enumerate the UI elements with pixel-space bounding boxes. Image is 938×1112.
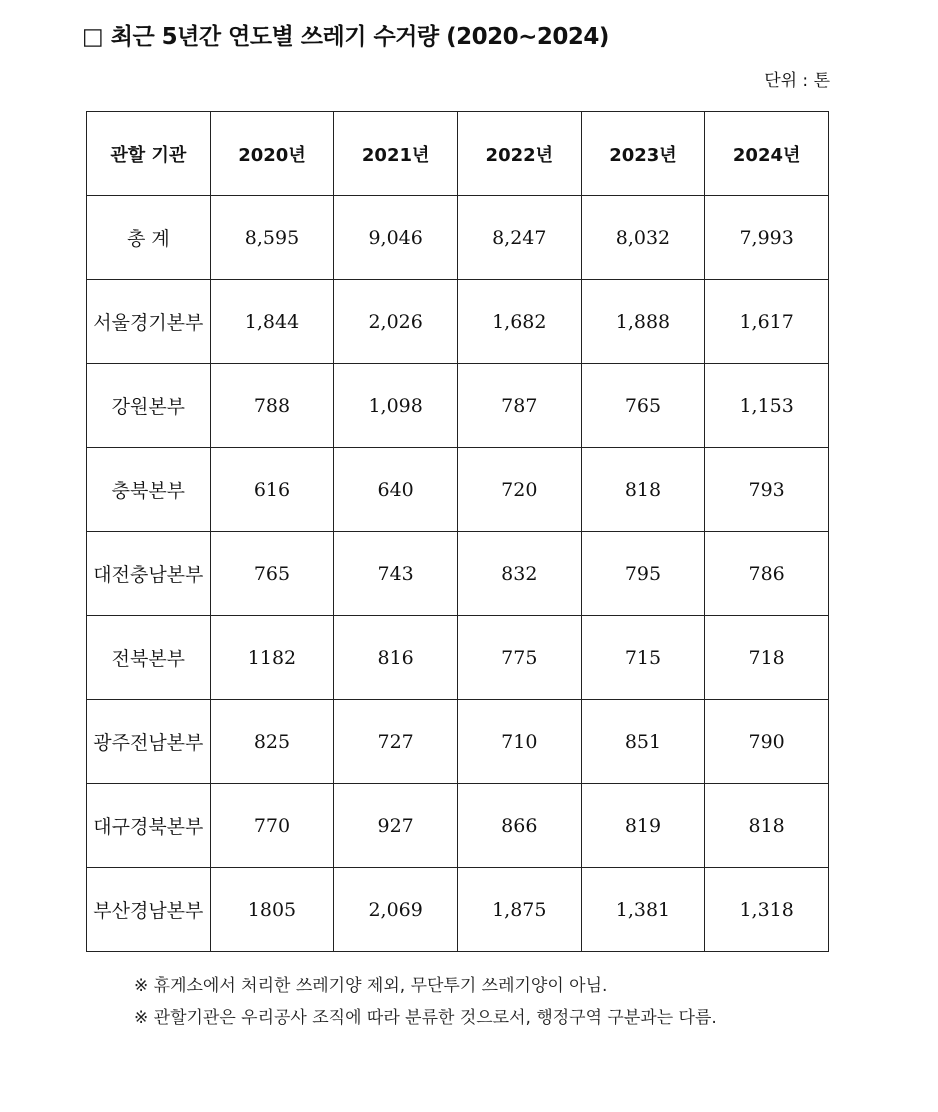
table-cell: 1805 bbox=[210, 868, 334, 952]
table-cell: 795 bbox=[581, 532, 705, 616]
table-cell: 7,993 bbox=[705, 196, 829, 280]
footnote-exclusion: ※ 휴게소에서 처리한 쓰레기양 제외, 무단투기 쓰레기양이 아님. bbox=[134, 976, 608, 996]
table-row bbox=[87, 868, 829, 952]
table-cell: 1,318 bbox=[705, 868, 829, 952]
table-cell: 710 bbox=[457, 700, 581, 784]
table-cell: 832 bbox=[457, 532, 581, 616]
table-row bbox=[87, 196, 829, 280]
table-cell: 1,381 bbox=[581, 868, 705, 952]
column-header-agency: 관할 기관 bbox=[87, 112, 211, 196]
table-cell: 640 bbox=[334, 448, 458, 532]
table-cell: 1,844 bbox=[210, 280, 334, 364]
table-cell: 1,875 bbox=[457, 868, 581, 952]
table-cell: 770 bbox=[210, 784, 334, 868]
table-cell: 743 bbox=[334, 532, 458, 616]
table-cell: 616 bbox=[210, 448, 334, 532]
table-cell: 788 bbox=[210, 364, 334, 448]
waste-collection-table bbox=[86, 111, 829, 952]
table-cell: 720 bbox=[457, 448, 581, 532]
unit-label: 단위 : 톤 bbox=[764, 71, 830, 91]
column-header-2021: 2021년 bbox=[334, 112, 458, 196]
row-label-agency: 충북본부 bbox=[87, 448, 211, 532]
table-cell: 1182 bbox=[210, 616, 334, 700]
table-row bbox=[87, 616, 829, 700]
row-label-agency: 대전충남본부 bbox=[87, 532, 211, 616]
table-cell: 851 bbox=[581, 700, 705, 784]
table-cell: 715 bbox=[581, 616, 705, 700]
column-header-2024: 2024년 bbox=[705, 112, 829, 196]
table-cell: 8,247 bbox=[457, 196, 581, 280]
table-cell: 819 bbox=[581, 784, 705, 868]
row-label-agency: 서울경기본부 bbox=[87, 280, 211, 364]
document-title: □ 최근 5년간 연도별 쓰레기 수거량 (2020∼2024) bbox=[82, 24, 609, 50]
row-label-agency: 대구경북본부 bbox=[87, 784, 211, 868]
table-cell: 1,888 bbox=[581, 280, 705, 364]
row-label-agency: 전북본부 bbox=[87, 616, 211, 700]
table-header-row bbox=[87, 112, 829, 196]
table-cell: 1,682 bbox=[457, 280, 581, 364]
table-cell: 825 bbox=[210, 700, 334, 784]
table-cell: 787 bbox=[457, 364, 581, 448]
table-cell: 1,098 bbox=[334, 364, 458, 448]
table-cell: 1,617 bbox=[705, 280, 829, 364]
table-cell: 790 bbox=[705, 700, 829, 784]
row-label-agency: 강원본부 bbox=[87, 364, 211, 448]
column-header-2023: 2023년 bbox=[581, 112, 705, 196]
table-cell: 718 bbox=[705, 616, 829, 700]
table-cell: 765 bbox=[210, 532, 334, 616]
table-cell: 775 bbox=[457, 616, 581, 700]
table-cell: 2,069 bbox=[334, 868, 458, 952]
table-cell: 8,032 bbox=[581, 196, 705, 280]
table-row bbox=[87, 364, 829, 448]
footnote-classification: ※ 관할기관은 우리공사 조직에 따라 분류한 것으로서, 행정구역 구분과는 다름. bbox=[134, 1008, 717, 1028]
column-header-2022: 2022년 bbox=[457, 112, 581, 196]
table-cell: 2,026 bbox=[334, 280, 458, 364]
table-cell: 818 bbox=[705, 784, 829, 868]
table-cell: 8,595 bbox=[210, 196, 334, 280]
table-cell: 866 bbox=[457, 784, 581, 868]
table-cell: 765 bbox=[581, 364, 705, 448]
row-label-agency: 광주전남본부 bbox=[87, 700, 211, 784]
table-cell: 793 bbox=[705, 448, 829, 532]
table-row bbox=[87, 280, 829, 364]
table-cell: 818 bbox=[581, 448, 705, 532]
table-row bbox=[87, 448, 829, 532]
row-label-total: 총 계 bbox=[87, 196, 211, 280]
table-cell: 816 bbox=[334, 616, 458, 700]
column-header-2020: 2020년 bbox=[210, 112, 334, 196]
table-cell: 727 bbox=[334, 700, 458, 784]
table-cell: 927 bbox=[334, 784, 458, 868]
table-row bbox=[87, 700, 829, 784]
table-row bbox=[87, 784, 829, 868]
table-cell: 1,153 bbox=[705, 364, 829, 448]
table-cell: 9,046 bbox=[334, 196, 458, 280]
table-row bbox=[87, 532, 829, 616]
table-cell: 786 bbox=[705, 532, 829, 616]
row-label-agency: 부산경남본부 bbox=[87, 868, 211, 952]
